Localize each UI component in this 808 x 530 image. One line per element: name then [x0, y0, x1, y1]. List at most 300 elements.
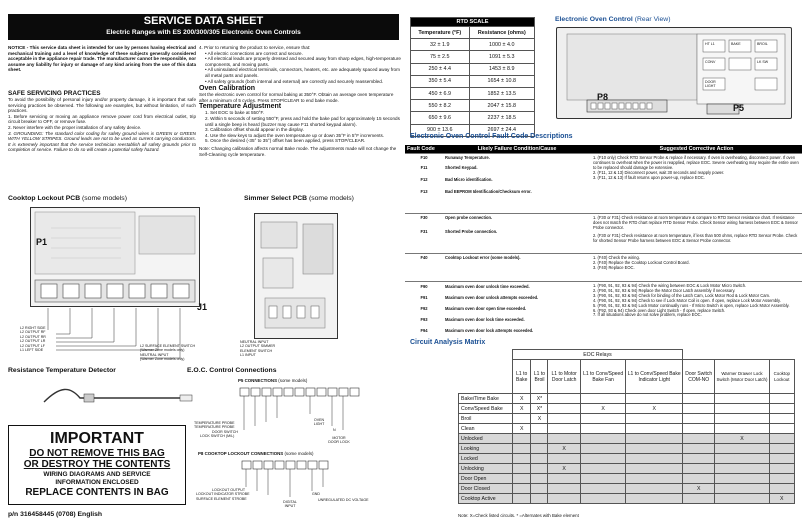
fault-code: F11	[420, 165, 428, 170]
cam-cell	[626, 474, 683, 484]
fault-cond: Maximum oven door unlock time exceeded.	[445, 284, 530, 289]
eoc-p5-label: P5	[733, 103, 745, 113]
fault-action: 6. (F92, 93 & 94) Check oven door Light Switch - If open, replace Switch.	[593, 307, 726, 313]
p5-label: TEMPERATURE PROBE	[194, 425, 235, 430]
cam-col: L1 to Motor Door Latch	[548, 360, 580, 394]
wire-label: L2 RIGHT SIDE	[20, 326, 46, 330]
cam-cell	[683, 464, 715, 474]
cam-cell: X	[626, 404, 683, 414]
fault-codes	[405, 282, 443, 344]
cam-cell	[548, 474, 580, 484]
cam-cell	[683, 454, 715, 464]
cam-cell	[531, 454, 548, 464]
eoc-rear-heading: Electronic Oven Control	[555, 16, 633, 23]
important-line4: INFORMATION ENCLOSED	[55, 479, 139, 486]
simmer-pcb-title	[244, 195, 354, 202]
cam-cell	[513, 464, 531, 474]
fault-cond: Bad Micro identification.	[445, 177, 493, 182]
item4-bullet: • All uninsulated electrical terminals, connectors, heaters, etc. are adequately spaced away from all metal parts and panels.	[205, 67, 400, 78]
p5-label-motor: MOTOR DOOR LOCK	[328, 436, 350, 445]
cam-cell	[531, 474, 548, 484]
p8-label: SURFACE ELEMENT STROBE	[196, 496, 247, 501]
rtd-temp: 450 ± 6.9	[411, 87, 470, 99]
page-title: SERVICE DATA SHEET	[143, 15, 264, 27]
item4-intro: 4. Prior to returning the product to service, ensure that:	[199, 45, 311, 50]
p5-conn-suffix: (some models)	[278, 378, 308, 383]
cam-cell	[531, 434, 548, 444]
temp-step: 1. Set EOC to bake at 550°F.	[205, 110, 265, 116]
cam-spacer	[769, 350, 794, 360]
cam-spacer	[715, 350, 769, 360]
cam-cell	[715, 444, 769, 454]
page-subtitle: Electric Ranges with ES 200/300/305 Electronic Oven Controls	[106, 29, 301, 36]
p8-conn-title	[198, 452, 314, 456]
fault-actions	[591, 214, 802, 254]
fault-code: F90	[420, 284, 428, 289]
cam-cell	[626, 464, 683, 474]
rtd-res: 1852 ± 13.5	[469, 87, 534, 99]
p5-label: LOCK SWITCH (M/L)	[200, 434, 235, 439]
cam-row	[459, 444, 795, 454]
cam-corner	[459, 350, 513, 360]
fault-code: F40	[420, 255, 428, 260]
rtd-scale-table	[410, 17, 535, 137]
cam-cell	[580, 394, 626, 404]
p8-conn-suffix: (some models)	[284, 451, 314, 456]
cam-row-label: Clean	[459, 424, 513, 434]
safe-item-2: 2. Never interfere with the proper installation of any safety device.	[8, 124, 142, 130]
fault-action: 5. (F90, 91, 92, 93 & 94) Lock Motor continually runs - If Micro Switch is open, replace Lock Motor Assembly.	[593, 302, 790, 308]
cam-row-label: Cooktop Active	[459, 494, 513, 504]
p8-conn-drawing	[238, 459, 358, 499]
rtd-row	[411, 51, 535, 63]
p5-conn-title	[238, 379, 307, 383]
cam-cell	[548, 414, 580, 424]
fault-code: F30	[420, 215, 428, 220]
p8-label: LOCKOUT OUTPUT	[212, 488, 246, 492]
cam-col: L1 to Bake	[513, 360, 531, 394]
cam-cell	[715, 414, 769, 424]
fault-action: 3. (F11, 12 & 13) If fault returns upon power-up, replace EOC.	[593, 174, 705, 180]
rtd-row	[411, 112, 535, 124]
rtd-row	[411, 87, 535, 99]
fault-cond: Bad EEPROM Identification/Checksum error.	[445, 189, 532, 194]
cam-cell	[715, 424, 769, 434]
right-label: (Warmer Zone models only)	[140, 348, 185, 353]
rtd-temp: 350 ± 5.4	[411, 75, 470, 87]
cam-cell: X	[513, 424, 531, 434]
p5-conn-heading: P5 CONNECTIONS	[238, 378, 278, 383]
simmer-label: ELEMENT SWITCH	[240, 348, 273, 353]
part-number: p/n 316458445 (0708) English	[8, 511, 103, 518]
fault-action: 7. If all situations above do not solve problem, replace EOC.	[593, 312, 702, 318]
col2-block	[199, 45, 401, 157]
fault-cond: Shorted Probe connection.	[445, 229, 498, 234]
fault-code-table	[405, 145, 802, 344]
eoc-rear-suffix: (Rear View)	[634, 16, 671, 23]
cam-cell	[683, 434, 715, 444]
p5-label-oven-light: OVEN LIGHT	[313, 418, 325, 427]
item4-bullet: • All electrical leads are properly dressed and secured away from sharp edges, high-temperature components, and moving parts.	[205, 56, 401, 67]
cam-cell	[548, 404, 580, 414]
eoc-p8-label: P8	[597, 92, 609, 102]
cam-cell	[580, 444, 626, 454]
cam-spacer	[683, 350, 715, 360]
cam-cell	[626, 424, 683, 434]
fault-actions	[591, 282, 802, 344]
p5-label: DOOR SWITCH	[212, 429, 238, 434]
rtd-res: 2047 ± 15.8	[469, 100, 534, 112]
fault-conds	[443, 282, 591, 344]
rtd-temp: 32 ± 1.9	[411, 39, 470, 51]
cam-cell	[715, 404, 769, 414]
cam-cell	[769, 474, 794, 484]
cam-col: L1 to Conv/Speed Bake Indicator Light	[626, 360, 683, 394]
calibration-title: Oven Calibration	[199, 85, 256, 93]
cam-row-label: Unlocking	[459, 464, 513, 474]
cam-cell	[580, 424, 626, 434]
fault-actions	[591, 154, 802, 214]
fault-code: F92	[420, 306, 428, 311]
important-title: IMPORTANT	[50, 430, 144, 447]
wire-label: L2 OUTPUT LF	[20, 343, 45, 348]
cam-cell	[513, 434, 531, 444]
rtd-temp: 900 ± 13.6	[411, 124, 470, 136]
relay-label: BROIL	[757, 42, 768, 46]
safe-practices-intro: To avoid the possibility of personal injury and/or property damage, it is important that safe servicing practices be observed. The following are examples, but without limitation, of such practices.	[8, 97, 196, 114]
rtd-probe-title: Resistance Temperature Detector	[8, 367, 116, 374]
important-line2: OR DESTROY THE CONTENTS	[23, 459, 171, 470]
cam-row	[459, 474, 795, 484]
cam-row-label: Conv/Speed Bake	[459, 404, 513, 414]
cooktop-pcb-heading: Cooktop Lockout PCB	[8, 195, 81, 202]
cam-cell	[626, 494, 683, 504]
cam-cell	[531, 464, 548, 474]
wire-label: L2 OUTPUT RF	[20, 330, 46, 335]
rtd-res: 1453 ± 8.9	[469, 63, 534, 75]
cam-cell	[683, 404, 715, 414]
simmer-label: NEUTRAL INPUT	[240, 340, 269, 344]
notice-label: NOTICE -	[8, 45, 29, 50]
p8-label: LOCKOUT INDICATOR STROBE	[196, 492, 250, 497]
cam-cell	[513, 414, 531, 424]
cam-col: Cooktop Lockout	[769, 360, 794, 394]
rtd-res: 1091 ± 5.3	[469, 51, 534, 63]
cam-cell	[715, 484, 769, 494]
fault-col-code: Fault Code	[405, 145, 443, 154]
cam-header-row	[459, 360, 795, 394]
cam-cell	[769, 454, 794, 464]
cam-row	[459, 394, 795, 404]
cam-cell	[548, 434, 580, 444]
cam-cell	[769, 444, 794, 454]
cam-cell	[769, 464, 794, 474]
cam-cell	[769, 434, 794, 444]
cam-cell	[683, 444, 715, 454]
safe-item-1: 1. Before servicing or moving an appliance remove power cord from electrical outlet, trip circuit breaker to OFF, or remove fuse.	[8, 113, 196, 125]
fault-code: F91	[420, 295, 428, 300]
cam-cell	[531, 424, 548, 434]
safe-practices	[8, 90, 196, 153]
cam-row-label: Broil	[459, 414, 513, 424]
p5-labels-left	[194, 421, 254, 439]
fault-codes	[405, 214, 443, 254]
cam-cell	[626, 434, 683, 444]
cam-cell	[769, 404, 794, 414]
fault-conds	[443, 214, 591, 254]
cam-cell	[531, 494, 548, 504]
rtd-col-temp: Temperature (°F)	[411, 27, 470, 39]
fault-action: 1. (F90, 91, 92, 93 & 94) Check the wiring between EOC & Lock Motor Micro Switch.	[593, 283, 747, 288]
fault-action: 2. (F90, 91, 92, 93 & 94) Replace the Motor Door Latch assembly if necessary.	[593, 287, 736, 293]
cam-row	[459, 494, 795, 504]
cam-cell	[580, 414, 626, 424]
rtd-temp: 75 ± 2.5	[411, 51, 470, 63]
fault-cond: Maximum oven door lock attempts exceeded.	[445, 328, 534, 333]
cam-cell	[531, 444, 548, 454]
rtd-res: 1000 ± 4.0	[469, 39, 534, 51]
simmer-label: L2 OUTPUT SIMMER	[240, 344, 276, 349]
fault-action: 3. (F90, 91, 92, 93 & 94) Check for binding of the Latch Cam, Lock Motor Rod & Lock Motor Cam.	[593, 292, 771, 298]
cam-cell	[580, 434, 626, 444]
cam-cell	[513, 484, 531, 494]
fault-header-row	[405, 145, 802, 154]
cam-cell: X	[531, 414, 548, 424]
cam-cell: X	[769, 494, 794, 504]
fault-codes	[405, 254, 443, 282]
cam-col: Door Switch COM-NO	[683, 360, 715, 394]
simmer-pcb-heading: Simmer Select PCB	[244, 195, 308, 202]
fault-cond: Cooktop Lockout error (some models).	[445, 255, 521, 260]
fault-code: F94	[420, 328, 428, 333]
cam-cell	[580, 454, 626, 464]
rtd-probe-drawing	[40, 378, 200, 418]
cam-row	[459, 464, 795, 474]
p8-label-dc: UNREGULATED DC VOLTAGE	[318, 498, 369, 502]
cam-cell: X	[513, 394, 531, 404]
cam-cell	[513, 474, 531, 484]
fault-col-action: Suggested Corrective Action	[591, 145, 802, 154]
cam-col: Warmer Drawer Lock Switch (Motor Door Latch)	[715, 360, 769, 394]
notice-text: This service data sheet is intended for use by persons having electrical and mechanical training and a level of knowledge of these subjects generally considered acceptable in the appliance repair trade. The manufacturer cannot be responsible, nor assume any liability for injury or damage of any kind arising from the use of this data sheet.	[8, 45, 196, 73]
simmer-labels	[240, 340, 310, 358]
rtd-row	[411, 75, 535, 87]
cam-corner	[459, 360, 513, 394]
cooktop-j1-label: J1	[197, 302, 208, 312]
fault-group	[405, 214, 802, 254]
fault-conds	[443, 254, 591, 282]
cam-cell	[580, 484, 626, 494]
cam-cell: X	[715, 434, 769, 444]
cam-cell: X*	[531, 394, 548, 404]
rtd-scale-title: RTD SCALE	[411, 18, 535, 27]
wire-label: L1 LEFT SIDE	[20, 348, 44, 353]
cam-cell	[769, 394, 794, 404]
fault-code: F31	[420, 229, 428, 234]
cam-cell	[531, 484, 548, 494]
fault-code: F93	[420, 317, 428, 322]
notice-block	[8, 45, 196, 73]
cam-row-label: Bake/Time Bake	[459, 394, 513, 404]
rtd-row	[411, 100, 535, 112]
header-bar	[8, 14, 399, 40]
fault-group	[405, 254, 802, 282]
cam-cell	[548, 494, 580, 504]
important-line1: DO NOT REMOVE THIS BAG	[29, 448, 165, 459]
cam-row	[459, 484, 795, 494]
important-box	[8, 425, 186, 505]
circuit-matrix	[458, 349, 795, 504]
temp-adjust-title: Temperature Adjustment	[199, 103, 282, 111]
p8-labels-left	[196, 488, 256, 501]
cam-title: Circuit Analysis Matrix	[410, 339, 486, 346]
cooktop-right-labels	[140, 344, 210, 362]
fault-group	[405, 282, 802, 344]
cam-cell	[715, 464, 769, 474]
cam-cell	[548, 454, 580, 464]
important-line5: REPLACE CONTENTS IN BAG	[25, 487, 169, 498]
fault-action: 3. (F40) Replace EOC.	[593, 264, 635, 270]
relay-label: CONV	[705, 60, 716, 64]
simmer-label: L1 INPUT	[240, 353, 256, 358]
item4-bullet: • All safety grounds (both internal and external) are correctly and securely reassembled.	[205, 78, 384, 84]
fault-code: F13	[420, 189, 428, 194]
fault-action: 2. (F30 or F31) Check resistance at room temperature, if less than 500 ohms, replace RTD Sensor Probe. Check for shorted Sensor Probe harness between EOC & Sensor Probe connector.	[593, 232, 798, 243]
eoc-conn-title: E.O.C. Control Connections	[187, 367, 277, 374]
cam-cell	[769, 424, 794, 434]
cooktop-pcb-suffix: (some models)	[82, 195, 127, 202]
cam-note: Note: X=Check listed circuits. * =Alternates with Bake element	[458, 513, 579, 518]
fault-cond: Shorted Keypad.	[445, 165, 478, 170]
fault-action: 4. (F90, 91, 92, 93 & 94) Check to see if Lock Motor Coil is open. If open, replace Lock Motor Assembly.	[593, 297, 781, 303]
item4-bullet: • All electric connections are correct and secure.	[205, 50, 303, 56]
cam-cell	[683, 474, 715, 484]
cam-group-header: EOC Relays	[513, 350, 683, 360]
right-label: NEUTRAL INPUT	[140, 352, 169, 357]
rtd-res: 2237 ± 18.5	[469, 112, 534, 124]
cam-cell	[683, 494, 715, 504]
cam-cell: X	[580, 404, 626, 414]
rtd-col-res: Resistance (ohms)	[469, 27, 534, 39]
calibration-text: Set the electronic oven control for normal baking at 350°F. Obtain an average oven temperature after a minimum of 5 cycles. Press STOP/CLEAR to end bake mode.	[199, 92, 394, 103]
cam-row	[459, 414, 795, 424]
wire-label: L2 OUTPUT LR	[20, 339, 46, 344]
cam-cell	[513, 444, 531, 454]
cooktop-pcb-board	[30, 207, 200, 307]
cam-cell	[580, 494, 626, 504]
p8-label-gnd: GND	[312, 492, 320, 496]
cam-cell	[626, 484, 683, 494]
cooktop-p1-label: P1	[36, 237, 48, 247]
cam-row-label: Locked	[459, 454, 513, 464]
rtd-res: 1654 ± 10.8	[469, 75, 534, 87]
cam-cell: X*	[531, 404, 548, 414]
cam-cell	[580, 464, 626, 474]
cam-cell	[548, 394, 580, 404]
cam-row-label: Looking	[459, 444, 513, 454]
cam-cell	[715, 394, 769, 404]
cam-cell: X	[548, 444, 580, 454]
rtd-temp: 550 ± 8.2	[411, 100, 470, 112]
cam-cell	[626, 414, 683, 424]
rtd-temp: 650 ± 9.6	[411, 112, 470, 124]
fault-action: 1. (F40) Check the wiring.	[593, 255, 640, 260]
important-line3: WIRING DIAGRAMS AND SERVICE	[43, 471, 151, 478]
fault-action: 2. (F40) Replace the Cooktop Lockout Control Board.	[593, 259, 690, 265]
relay-label: HT L1	[705, 42, 715, 46]
cam-cell	[580, 474, 626, 484]
cam-cell	[715, 454, 769, 464]
fault-cond: Runaway Temperature.	[445, 155, 490, 160]
cam-row-label: Door Closed	[459, 484, 513, 494]
cooktop-pcb-title	[8, 195, 127, 202]
p5-label-n: N	[333, 428, 336, 432]
eoc-rear-board	[556, 27, 792, 119]
p8-conn-heading: P8 COOKTOP LOCKOUT CONNECTIONS	[198, 451, 284, 456]
cam-cell: X	[513, 404, 531, 414]
right-label: L2 SURFACE ELEMENT SWITCH	[140, 344, 196, 348]
cam-row	[459, 424, 795, 434]
cam-cell: X	[548, 464, 580, 474]
temp-step: 4. Use the slew keys to adjust the oven temperature up or down 35°F in 5°F increments.	[205, 132, 385, 138]
cooktop-pcb-drawing	[31, 208, 201, 308]
fault-conds	[443, 154, 591, 214]
fault-col-cond: Likely Failure Condition/Cause	[443, 145, 591, 154]
cam-cell	[769, 484, 794, 494]
rtd-res: 2697 ± 24.4	[469, 124, 534, 136]
fault-group	[405, 154, 802, 214]
cam-cell	[626, 394, 683, 404]
relay-label: LK SW	[757, 60, 769, 64]
cam-row	[459, 404, 795, 414]
cam-row-label: Door Open	[459, 474, 513, 484]
cam-cell	[513, 454, 531, 464]
fault-cond: Open probe connection.	[445, 215, 493, 220]
fault-cond: Maximum oven door unlock attempts exceeded.	[445, 295, 539, 300]
cam-row	[459, 434, 795, 444]
cam-cell	[548, 484, 580, 494]
fault-action: 2. (F11, 12 & 13) Disconnect power, wait 30 seconds and reapply power.	[593, 169, 725, 175]
simmer-pcb-drawing	[255, 214, 339, 340]
simmer-pcb-suffix: (some models)	[308, 195, 354, 202]
cam-row	[459, 454, 795, 464]
fault-code: F10	[420, 155, 428, 160]
cam-cell	[769, 414, 794, 424]
rtd-temp: 250 ± 4.4	[411, 63, 470, 75]
safe-practices-title: SAFE SERVICING PRACTICES	[8, 90, 101, 97]
p8-label-digital: DIGITAL INPUT	[283, 500, 297, 509]
cam-cell	[715, 494, 769, 504]
fault-actions	[591, 254, 802, 282]
cam-cell	[513, 494, 531, 504]
fault-codes	[405, 154, 443, 214]
cam-cell	[715, 474, 769, 484]
cam-cell	[683, 424, 715, 434]
cam-group-row	[459, 350, 795, 360]
temp-step: 5. Once the desired (-35° to 35°) offset has been applied, press STOP/CLEAR.	[205, 138, 366, 144]
eoc-rear-title	[555, 16, 670, 23]
cam-cell	[683, 414, 715, 424]
cam-col: L1 to Conv/Speed Bake Fan	[580, 360, 626, 394]
cam-cell	[626, 444, 683, 454]
fault-code: F12	[420, 177, 428, 182]
rtd-row	[411, 39, 535, 51]
fault-cond: Maximum oven door open time exceeded.	[445, 306, 527, 311]
cam-col: L1 to Broil	[531, 360, 548, 394]
fault-action: 1. (F10 only) Check RTD Sensor Probe & replace if necessary. If oven is overheating, disconnect power. If oven continues to overheat when the power is reapplied, replace EOC. Severe overheating may require the entire oven to be replaced should damage be extensive.	[593, 155, 799, 170]
safe-item-3: 3. GROUNDING: The standard color coding for safety ground wires is GREEN or GREEN WITH YELLOW STRIPES. Ground leads are not to be used as current carrying conductors. It is extremely important that the service technician reestablish all safety grounds prior to completion of service. Failure to do so will create a potential safety hazard.	[8, 130, 196, 153]
fault-title: Electronic Oven Control Fault Code Descriptions	[410, 133, 573, 140]
